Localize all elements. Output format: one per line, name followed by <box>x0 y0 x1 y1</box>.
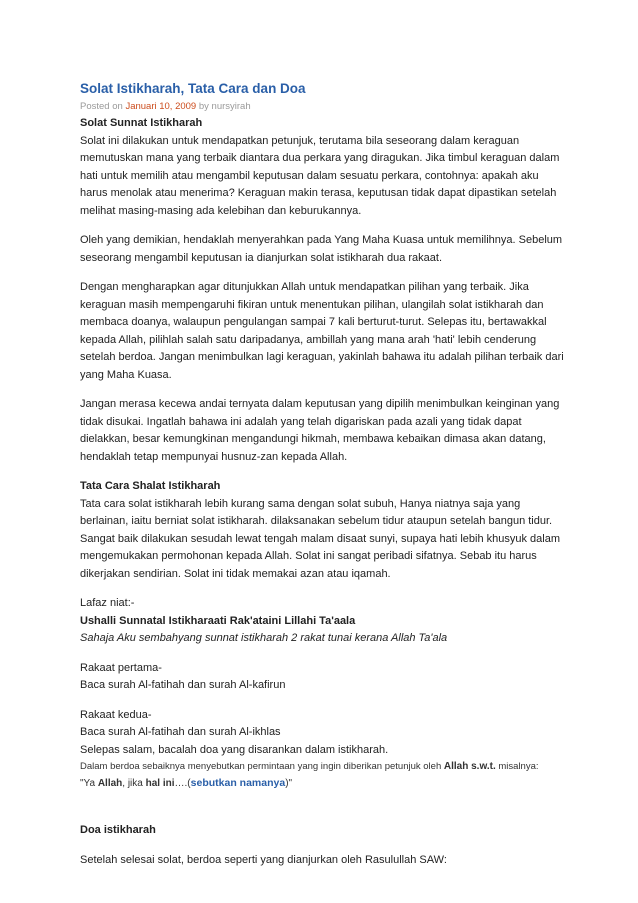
section-heading-tata-cara: Tata Cara Shalat Istikharah <box>80 480 221 492</box>
selepas-salam-text: Selepas salam, bacalah doa yang disarankan dalam istikharah. <box>80 743 389 756</box>
example-dots: ….( <box>174 778 191 789</box>
note-prefix: Dalam berdoa sebaiknya menyebutkan permintaan yang ingin diberikan petunjuk oleh <box>80 761 442 772</box>
article-title[interactable]: Solat Istikharah, Tata Cara dan Doa <box>80 81 306 96</box>
paragraph-1: Solat ini dilakukan untuk mendapatkan petunjuk, terutama bila seseorang dalam keraguan memutuskan mana yang terbaik diantara dua perkara yang diragukan. Jika timbul keraguan dalam hati untuk memilih atau mengambil keputusan dalam sesuatu perkara, contohnya: apakah aku harus menolak atau menerima? Keraguan makin terasa, keputusan tidak dapat dipastikan setelah melihat masing-masing ada kelebihan dan keburukannya. <box>80 134 560 217</box>
doa-example <box>80 775 565 792</box>
example-jika: , jika <box>122 778 143 789</box>
lafaz-translation: Sahaja Aku sembahyang sunnat istikharah 2 rakat tunai kerana Allah Ta'ala <box>80 632 448 644</box>
section-heading-doa: Doa istikharah <box>80 824 156 836</box>
lafaz-arabic: Ushalli Sunnatal Istikharaati Rak'ataini Lillahi Ta'aala <box>80 614 356 627</box>
lafaz-label: Lafaz niat:- <box>80 597 135 609</box>
rakaat-2-text: Baca surah Al-fatihah dan surah Al-ikhlas <box>80 726 281 738</box>
rakaat-2-block <box>80 707 565 760</box>
paragraph-3: Dengan mengharapkan agar ditunjukkan Allah untuk mendapatkan pilihan yang terbaik. Jika keraguan masih mempengaruhi fikiran untuk menentukan pilihan, ulangilah solat istikharah dan membaca doanya, walaupun pengulangan sampai 7 kali berturut-turut. Selepas itu, bertawakkal kepada Allah, pilihlah salah satu daripadanya, ambillah yang mana arah 'hati' lebih cenderung setelah berdoa. Jangan menimbulkan lagi keraguan, yakinlah bahawa itu adalah pilihan terbaik dari yang Maha Kuasa. <box>80 281 564 381</box>
section-heading-solat-sunnat: Solat Sunnat Istikharah <box>80 117 203 129</box>
example-sebutkan-namanya: sebutkan namanya <box>190 777 286 789</box>
post-author: by nursyirah <box>198 101 251 112</box>
paragraph-5: Tata cara solat istikharah lebih kurang sama dengan solat subuh, Hanya niatnya saja yang berlainan, iaitu berniat solat istikharah. dilaksanakan sebelum tidur ataupun setelah bangun tidur. Sangat baik dilakukan sesudah lewat tengah malam disaat sunyi, supaya hati lebih khusyuk dalam mengemukakan permohonan kepada Allah. Solat ini sangat peribadi sifatnya. Sebab itu harus dikerjakan sendirian. Solat ini tidak memakai azan atau iqamah. <box>80 497 561 580</box>
post-date-link[interactable]: Januari 10, 2009 <box>125 101 197 112</box>
example-hal-ini: hal ini <box>145 778 175 789</box>
posted-on-label: Posted on <box>80 101 123 112</box>
spacer <box>80 792 565 822</box>
article <box>80 80 565 881</box>
example-allah: Allah <box>97 778 123 789</box>
paragraph-4: Jangan merasa kecewa andai ternyata dalam keputusan yang dipilih menimbulkan keinginan yang tidak disukai. Ingatlah bahawa ini adalah yang telah digariskan pada azali yang tidak dapat dielakkan, besar kemungkinan mengandungi hikmah, membawa kebaikan dimasa akan datang, hendaklah tetap mempunyai husnuz-zan kepada Allah. <box>80 398 560 463</box>
note-allah-swt: Allah s.w.t. <box>443 761 496 772</box>
rakaat-1-label: Rakaat pertama- <box>80 661 162 674</box>
note-suffix: misalnya: <box>498 761 539 772</box>
doa-note <box>80 759 565 775</box>
rakaat-2-label: Rakaat kedua- <box>80 708 152 721</box>
example-quote-close: )" <box>285 778 293 789</box>
paragraph-2: Oleh yang demikian, hendaklah menyerahkan pada Yang Maha Kuasa untuk memilihnya. Sebelum seseorang mengambil keputusan ia dianjurkan solat istikharah dua rakaat. <box>80 234 563 264</box>
rakaat-1-text: Baca surah Al-fatihah dan surah Al-kafirun <box>80 679 286 691</box>
rakaat-1-block <box>80 660 565 695</box>
lafaz-niat-block <box>80 595 565 648</box>
example-quote-open: "Ya <box>80 778 96 789</box>
post-meta <box>80 100 565 114</box>
paragraph-6: Setelah selesai solat, berdoa seperti yang dianjurkan oleh Rasulullah SAW: <box>80 853 447 866</box>
